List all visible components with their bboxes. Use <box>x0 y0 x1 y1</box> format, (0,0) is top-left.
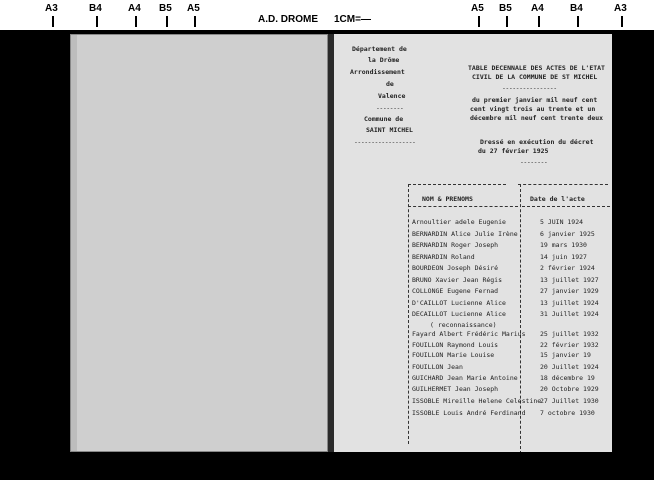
table-row <box>412 409 595 417</box>
ruler-mark: A3 <box>48 0 58 27</box>
row-date: 14 juin 1927 <box>540 253 587 261</box>
decree-line1: Dressé en exécution du décret <box>480 138 594 146</box>
ruler-mark: B4 <box>573 0 583 27</box>
row-name: ( reconnaissance) <box>430 321 497 329</box>
ruler-mark: B5 <box>162 0 172 27</box>
row-date: 6 janvier 1925 <box>540 230 595 238</box>
departement-label: Département de <box>352 45 407 53</box>
ruler-mark: B4 <box>92 0 102 27</box>
row-date: 2 février 1924 <box>540 264 595 272</box>
header-rule <box>522 206 610 207</box>
left-blank-page <box>70 34 328 452</box>
period-line2: cent vingt trois au trente et un <box>470 105 596 113</box>
row-name: Fayard Albert Frédéric Marius <box>412 330 526 338</box>
row-date: 13 juillet 1927 <box>540 276 599 284</box>
archive-ruler <box>0 0 654 30</box>
row-date: 31 Juillet 1924 <box>540 310 599 318</box>
row-name: COLLONGE Eugene Fernad <box>412 287 499 295</box>
right-register-page <box>334 34 612 452</box>
separator: -------- <box>376 104 404 112</box>
decree-line2: du 27 février 1925 <box>478 147 549 155</box>
row-date: 15 janvier 19 <box>540 351 591 359</box>
column-header-date: Date de l'acte <box>530 195 585 203</box>
ruler-mark: A3 <box>617 0 627 27</box>
table-row <box>412 230 595 238</box>
row-name: D'CAILLOT Lucienne Alice <box>412 299 506 307</box>
archive-title: A.D. DROME <box>258 14 318 25</box>
table-row <box>412 299 599 307</box>
row-name: BRUNO Xavier Jean Régis <box>412 276 503 284</box>
period-line1: du premier janvier mil neuf cent <box>472 96 598 104</box>
arrondissement-label: Arrondissement <box>350 68 405 76</box>
row-name: GUILHERMET Jean Joseph <box>412 385 499 393</box>
separator: ---------------- <box>502 84 557 92</box>
separator: -------- <box>520 158 548 166</box>
ruler-mark: A5 <box>190 0 200 27</box>
row-name: BERNARDIN Alice Julie Irène <box>412 230 518 238</box>
row-name: DECAILLOT Lucienne Alice <box>412 310 506 318</box>
table-row <box>412 330 599 338</box>
row-date: 18 décembre 19 <box>540 374 595 382</box>
row-name: FOUILLON Marie Louise <box>412 351 495 359</box>
table-row <box>412 310 599 318</box>
row-date: 5 JUIN 1924 <box>540 218 584 226</box>
table-row <box>412 287 599 295</box>
row-date: 27 Juillet 1930 <box>540 397 599 405</box>
register-title-line2: CIVIL DE LA COMMUNE DE ST MICHEL <box>472 73 598 81</box>
table-row <box>412 241 587 249</box>
table-row <box>412 341 599 349</box>
row-name: BERNARDIN Roland <box>412 253 475 261</box>
row-date: 20 Octobre 1929 <box>540 385 599 393</box>
table-row <box>412 351 591 359</box>
row-date: 20 Juillet 1924 <box>540 363 599 371</box>
ruler-mark: A5 <box>474 0 484 27</box>
row-date: 7 octobre 1930 <box>540 409 595 417</box>
table-top-rule <box>408 184 506 185</box>
row-date: 25 juillet 1932 <box>540 330 599 338</box>
row-name: FOUILLON Raymond Louis <box>412 341 499 349</box>
arrondissement-de: de <box>386 80 394 88</box>
row-name: FOUILLON Jean <box>412 363 463 371</box>
row-date: 22 février 1932 <box>540 341 599 349</box>
table-left-rule <box>408 184 409 444</box>
row-name: BERNARDIN Roger Joseph <box>412 241 499 249</box>
row-name: BOURDEON Joseph Désiré <box>412 264 499 272</box>
row-name: Arnoultier adele Eugenie <box>412 218 506 226</box>
table-row <box>412 397 599 405</box>
row-name: ISSOBLE Louis André Ferdinand <box>412 409 526 417</box>
period-line3: décembre mil neuf cent trente deux <box>470 114 604 122</box>
table-row <box>412 385 599 393</box>
table-row <box>412 218 584 226</box>
row-name: ISSOBLE Mireille Helene Celestine <box>412 397 542 405</box>
ruler-mark: B5 <box>502 0 512 27</box>
row-name: GUICHARD Jean Marie Antoine <box>412 374 518 382</box>
row-date: 27 janvier 1929 <box>540 287 599 295</box>
separator: ------------------ <box>354 138 416 146</box>
table-row <box>412 253 587 261</box>
table-row <box>412 276 599 284</box>
commune-name: SAINT MICHEL <box>366 126 413 134</box>
table-row <box>412 321 548 329</box>
register-title-line1: TABLE DECENNALE DES ACTES DE L'ETAT <box>468 64 605 72</box>
table-row <box>412 374 595 382</box>
table-top-rule <box>518 184 608 185</box>
header-rule <box>408 206 518 207</box>
table-row <box>412 363 599 371</box>
row-date: 13 juillet 1924 <box>540 299 599 307</box>
departement-name: la Drôme <box>368 56 400 64</box>
arrondissement-name: Valence <box>378 92 406 100</box>
ruler-scale: 1CM=— <box>334 14 371 25</box>
table-row <box>412 264 595 272</box>
column-header-name: NOM & PRENOMS <box>422 195 473 203</box>
row-date: 19 mars 1930 <box>540 241 587 249</box>
ruler-mark: A4 <box>534 0 544 27</box>
commune-label: Commune de <box>364 115 404 123</box>
ruler-mark: A4 <box>131 0 141 27</box>
